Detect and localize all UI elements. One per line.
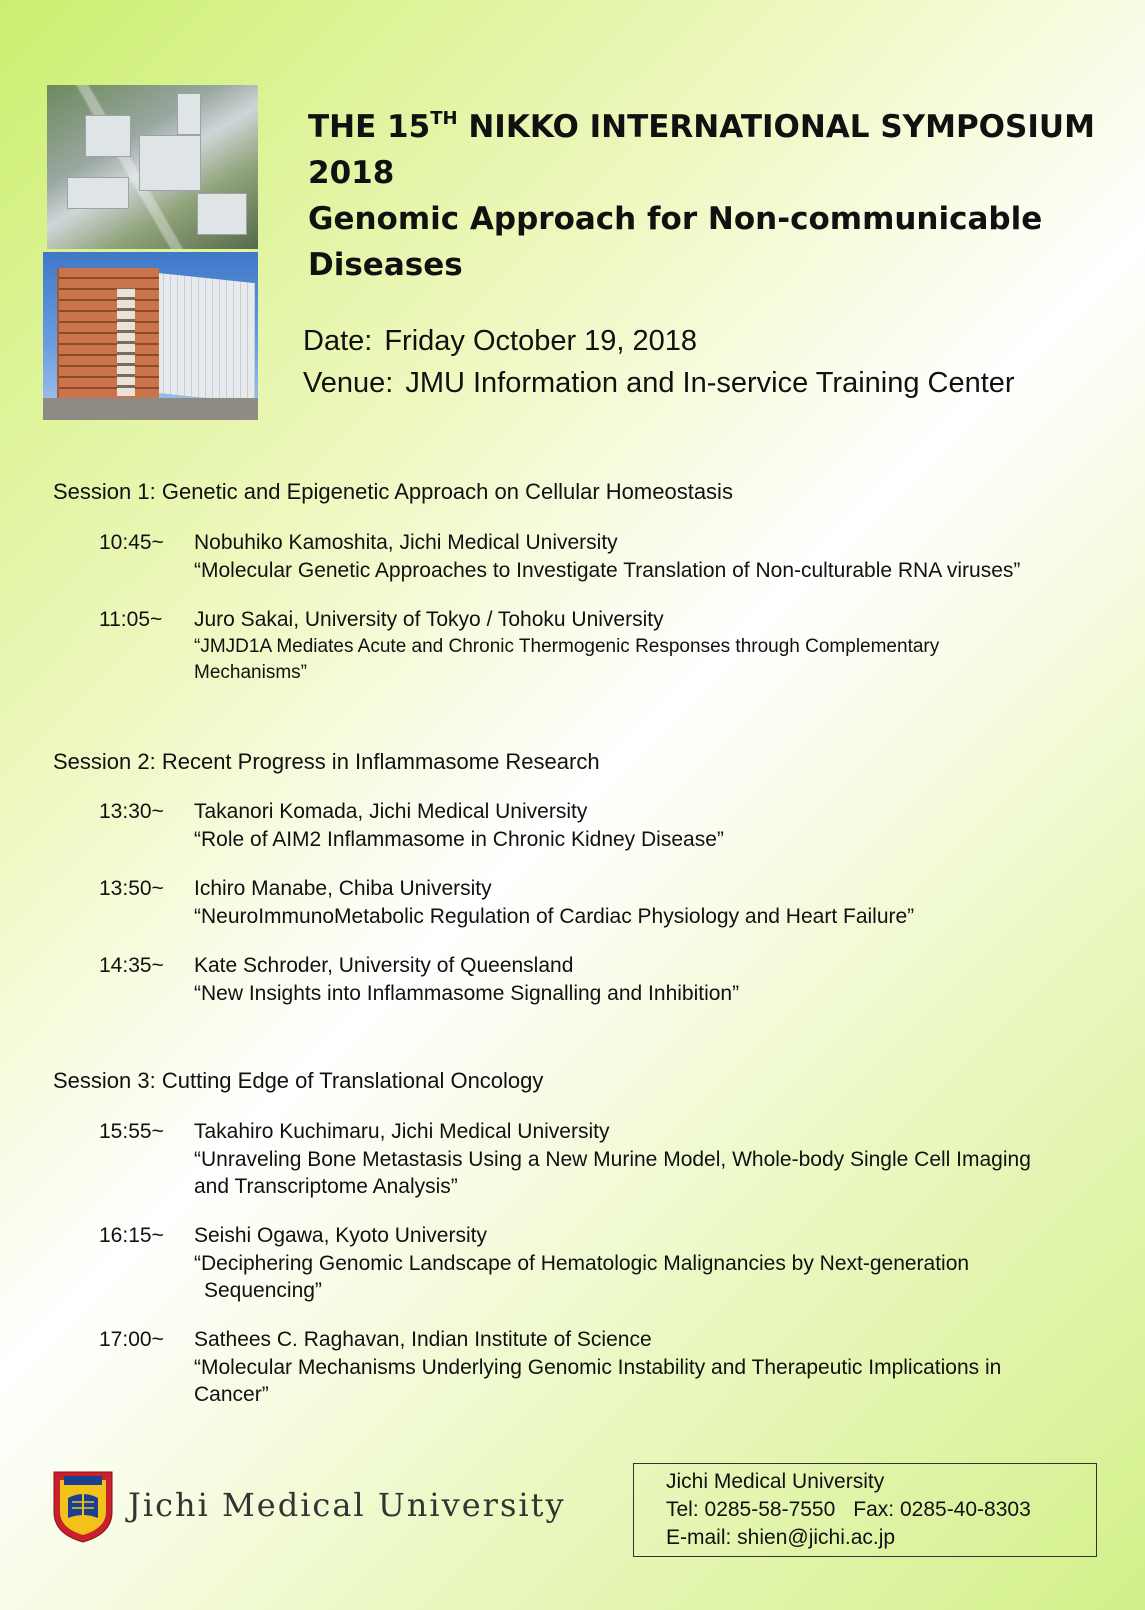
- talk-speaker: Juro Sakai, University of Tokyo / Tohoku University: [194, 608, 664, 631]
- building-block: [139, 135, 201, 191]
- talk-speaker: Takanori Komada, Jichi Medical University: [194, 800, 588, 823]
- talk-title: Cancer”: [194, 1383, 269, 1406]
- talk: [99, 875, 914, 930]
- talk: [99, 529, 1020, 584]
- title-line-4: Diseases: [308, 247, 463, 283]
- contact-org: Jichi Medical University: [666, 1470, 885, 1493]
- contact-box: [633, 1463, 1097, 1557]
- talk-title: “Molecular Genetic Approaches to Investigate Translation of Non-culturable RNA viruses”: [194, 559, 1021, 582]
- talk-time: 10:45~: [99, 531, 164, 554]
- building-brick-tower: [57, 268, 159, 398]
- date-line: [303, 320, 1015, 362]
- date-value: Friday October 19, 2018: [384, 325, 698, 357]
- talk-title: “New Insights into Inflammasome Signalling and Inhibition”: [194, 982, 740, 1005]
- talk-time: 17:00~: [99, 1328, 164, 1351]
- talk-speaker: Takahiro Kuchimaru, Jichi Medical University: [194, 1120, 610, 1143]
- talk: [99, 1118, 1031, 1200]
- venue-line: [303, 362, 1015, 404]
- talk-title: “Molecular Mechanisms Underlying Genomic Instability and Therapeutic Implications in: [194, 1356, 1002, 1379]
- date-label: Date:: [303, 325, 373, 357]
- talk-speaker: Sathees C. Raghavan, Indian Institute of Science: [194, 1328, 652, 1351]
- talk-speaker: Seishi Ogawa, Kyoto University: [194, 1224, 487, 1247]
- talk-title: Sequencing”: [204, 1279, 322, 1302]
- session-title: Session 1: Genetic and Epigenetic Approach on Cellular Homeostasis: [53, 479, 733, 504]
- ordinal-suffix: TH: [430, 107, 458, 129]
- talk-time: 14:35~: [99, 954, 164, 977]
- campus-aerial-photo: [47, 85, 258, 249]
- talk-title: “NeuroImmunoMetabolic Regulation of Cardiac Physiology and Heart Failure”: [194, 905, 915, 928]
- contact-phone-line: [666, 1496, 1096, 1524]
- date-venue-block: [303, 320, 1015, 404]
- talk-title: “JMJD1A Mediates Acute and Chronic Thermogenic Responses through Complementary: [194, 636, 940, 657]
- contact-fax: Fax: 0285-40-8303: [853, 1498, 1031, 1521]
- talk: [99, 952, 914, 1007]
- training-center-photo: [43, 252, 258, 420]
- session-2: [53, 748, 914, 1007]
- session-1: [53, 478, 1020, 686]
- title-line-3: Genomic Approach for Non-communicable: [308, 201, 1043, 237]
- talk-title: “Role of AIM2 Inflammasome in Chronic Kidney Disease”: [194, 828, 724, 851]
- talk-title: and Transcriptome Analysis”: [194, 1175, 458, 1198]
- talk-time: 13:30~: [99, 800, 164, 823]
- contact-email[interactable]: E-mail: shien@jichi.ac.jp: [666, 1526, 896, 1549]
- talk-title: Mechanisms”: [194, 662, 307, 683]
- talk-speaker: Nobuhiko Kamoshita, Jichi Medical University: [194, 531, 618, 554]
- talk-time: 16:15~: [99, 1224, 164, 1247]
- talk-time: 13:50~: [99, 877, 164, 900]
- session-title: Session 3: Cutting Edge of Translational Oncology: [53, 1068, 544, 1093]
- title-line-1: THE 15TH NIKKO INTERNATIONAL SYMPOSIUM: [308, 107, 1095, 145]
- talk-time: 11:05~: [99, 608, 163, 631]
- talk-title: “Unraveling Bone Metastasis Using a New Murine Model, Whole-body Single Cell Imaging: [194, 1148, 1031, 1171]
- talk-speaker: Kate Schroder, University of Queensland: [194, 954, 574, 977]
- session-title: Session 2: Recent Progress in Inflammasome Research: [53, 749, 600, 774]
- contact-tel: Tel: 0285-58-7550: [666, 1498, 836, 1521]
- building-block: [177, 93, 201, 135]
- venue-label: Venue:: [303, 367, 394, 399]
- talk-time: 15:55~: [99, 1120, 164, 1143]
- university-name: Jichi Medical University: [128, 1486, 566, 1524]
- building-block: [197, 193, 247, 235]
- talk: [99, 606, 1020, 686]
- university-emblem-icon: [50, 1468, 116, 1544]
- building-block: [85, 115, 131, 157]
- building-block: [67, 177, 129, 209]
- venue-value: JMU Information and In-service Training Center: [405, 367, 1015, 399]
- building-ground: [43, 398, 258, 420]
- talk: [99, 798, 914, 853]
- building-glass-facade: [157, 273, 255, 403]
- talk-speaker: Ichiro Manabe, Chiba University: [194, 877, 492, 900]
- symposium-title: [308, 104, 1108, 288]
- session-3: [53, 1067, 1031, 1408]
- talk-title: “Deciphering Genomic Landscape of Hematologic Malignancies by Next-generation: [194, 1252, 970, 1275]
- talk: [99, 1222, 1031, 1304]
- title-line-2: 2018: [308, 155, 395, 191]
- talk: [99, 1326, 1031, 1408]
